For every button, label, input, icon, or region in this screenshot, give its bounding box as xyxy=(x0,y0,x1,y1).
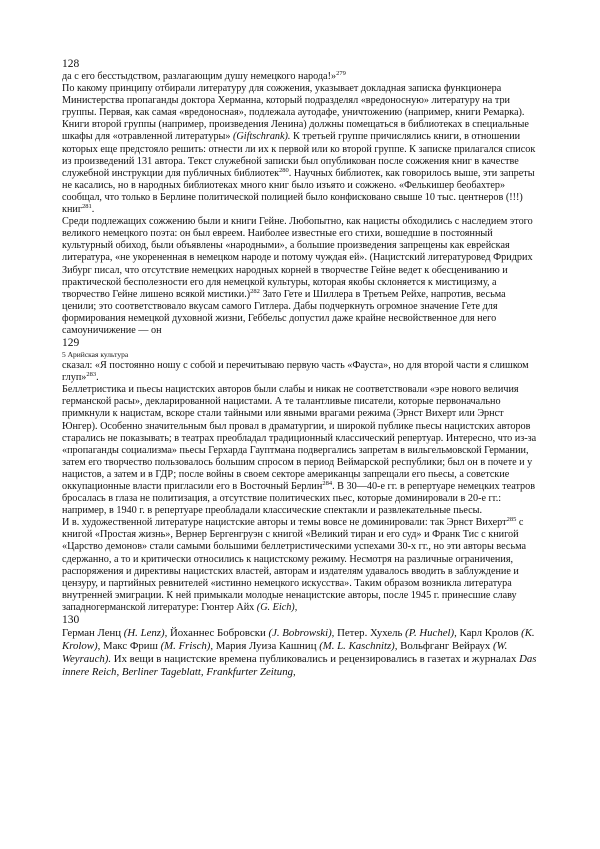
italic-name: (J. Bobrowski), xyxy=(268,627,335,640)
text: Герман Ленц xyxy=(62,627,124,640)
text: Вольфганг Вейраух xyxy=(397,640,493,653)
footnote-ref: 281 xyxy=(82,203,92,211)
running-head: 5 Арийская культура xyxy=(62,350,129,360)
quote-line xyxy=(62,71,540,83)
text: Карл Кролов xyxy=(456,627,522,640)
text: Их вещи в нацистские времена публиковались и рецензировались в газетах и журналах xyxy=(111,653,520,666)
text: с книгой «Простая жизнь», Вернер Бергенгруэн с книгой «Великий тиран и его суд» и Франк Тис с книгой «Царство демонов» стали самыми большими беллетристическими успехами 30-х гг., но эти авторы весьма сдержанно, а то и критически относились к нацистскому режиму. Несмотря на различные ограничения, распоряжения и директивы нацистских властей, авторам и издателям удавалось вводить в заблуждение и цензуру, и партийных ревнителей «истинно немецкого искусства». Таким образом возникла литература внутренней эмиграции. К ней примыкали молодые ненацистские авторы, после 1945 г. принесшие славу западногерманской литературе: Гюнтер Айх xyxy=(62,517,526,613)
text: . Научных библиотек, как говорилось выше, эти запреты не касались, но в народных библиотеках много книг было изъято и сожжено. «Фелькишер беобахтер» сообщал, что только в Берлине политической полицией было конфисковано свыше 10 тыс. центнеров (!!!) книг xyxy=(62,167,535,216)
footnote-ref: 279 xyxy=(336,70,346,77)
italic-name: (P. Huchel), xyxy=(405,627,457,640)
italic-name: (M. Frisch), xyxy=(160,640,214,653)
text: К третьей группе причислялись книги, в отношении которых еще предстояло решить: отнести ли их к первой или ко второй группе. К записке прилагался список из произведений 131 автора. Текст служебной записки был опубликован после сожжения книг в качестве служебной инструкции для публичных библиотек xyxy=(62,131,536,179)
text: Зато Гете и Шиллера в Третьем Рейхе, напротив, весьма ценили; это соответствовало вкусам самого Гитлера. Дабы подчеркнуть огромное значение Гете для формирования немецкой духовной жизни, Геббельс допустил даже крайне несвойственное для него самоуничижение — он xyxy=(62,288,506,336)
text: Йоханнес Бобровски xyxy=(167,627,269,640)
text: сказал: «Я постоянно ношу с собой и перечитываю первую часть «Фауста», но для второй части я слишком глуп» xyxy=(62,360,529,384)
paragraph-heine xyxy=(62,216,540,337)
paragraph-theatre xyxy=(62,384,540,517)
text: Среди подлежащих сожжению были и книги Гейне. Любопытно, как нацисты обходились с наследием этого великого немецкого поэта: он был евреем. Наиболее известные его стихи, вошедшие в постоянный культурный обиход, были объявлены «народными», а большие произведения запрещены как еврейская литература, «не укорененная в немецком народе и потому чуждая ей». (Нацистский литературовед Фридрих Зибург писал, что отсутствие немецких народных корней в творчестве Гейне ведет к обесцениванию и практической бесполезности его для немецкой культуры, которая якобы склоняется к мистицизму, а творчество Гейне лишено всякой мистики.) xyxy=(62,216,533,300)
italic-name: (W. Weyrauch). xyxy=(62,640,508,666)
page-number-129: 129 xyxy=(62,337,80,350)
paragraph-censorship xyxy=(62,83,540,216)
footnote-ref: 283 xyxy=(86,371,97,379)
text: Макс Фриш xyxy=(100,640,161,653)
italic-name: (К. Krolow), xyxy=(62,627,535,653)
italic-name: (M. L. Kaschnitz), xyxy=(319,640,398,653)
page-number-130: 130 xyxy=(62,614,80,627)
text: И в. художественной литературе нацистские авторы и темы вовсе не доминировали: так Эрнст Вихерт xyxy=(62,517,507,529)
paragraph-faust xyxy=(62,360,540,384)
book-page xyxy=(62,58,540,679)
text: Мария Луиза Кашниц xyxy=(213,640,320,653)
italic-title: Das innere Reich, Berliner Tageblatt, Frankfurter Zeitung, xyxy=(62,653,537,679)
paragraph-literature xyxy=(62,517,540,614)
footnote-ref: 284 xyxy=(322,480,333,487)
text: . xyxy=(96,372,99,384)
text: Беллетристика и пьесы нацистских авторов были слабы и никак не соответствовали «эре нового величия германской расы», декларированной нацистами. А те талантливые писатели, которые первоначально примкнули к нацистам, вскоре стали тайными или явными врагами режима (Эрнст Вихерт или Эрнст Юнгер). Особенно значительным был провал в драматургии, и широкой публике пьесы нацистских авторов старались не показывать; в театрах преобладал традиционный классический репертуар. Интересно, что из-за «пропаганды социализма» пьесы Герхарда Гауптмана подвергались запретам в вильгельмовской Германии, затем его творчество пользовалось большим спросом в период Веймарской республики; был он в почете и у нацистов, а затем и в ГДР; после войны в своем секторе американцы запрещали его пьесы, а советские оккупационные власти пригласили его в Восточный Берлин xyxy=(62,384,537,492)
footnote-ref: 282 xyxy=(250,287,260,295)
footnote-ref: 280 xyxy=(279,166,289,174)
italic-term: (Giftschrank). xyxy=(233,131,291,143)
text: По какому принципу отбирали литературу для сожжения, указывает докладная записка функционера Министерства пропаганды доктора Херманна, который подразделял «вредоносную» литературу на три группы. Первая, как самая «вредоносная», подлежала аутодафе, уничтожению (например, книги Ремарка). Книги второй группы (например, произведения Ленина) должны помещаться в библиотеках в специальные шкафы для «отравленной литературы» xyxy=(62,83,529,143)
italic-name: (H. Lenz), xyxy=(123,627,168,640)
footnote-ref: 285 xyxy=(506,516,517,524)
page-number-128: 128 xyxy=(62,58,80,70)
text: Петер. Хухель xyxy=(334,627,406,640)
text: . В 30—40-е гг. в репертуаре немецких театров бросалась в глаза не политизация, а отсутствие политических пьес, которые доминировали в 20-е гг.: например, в 1940 г. в репертуаре преобладали классические спектакли и развлекательные пьесы. xyxy=(62,481,536,517)
paragraph-authors xyxy=(62,627,540,679)
quote-text: да с его бесстыдством, разлагающим душу немецкого народа!» xyxy=(62,71,337,82)
text: . xyxy=(91,204,95,216)
italic-name: (G. Eich), xyxy=(256,601,298,613)
